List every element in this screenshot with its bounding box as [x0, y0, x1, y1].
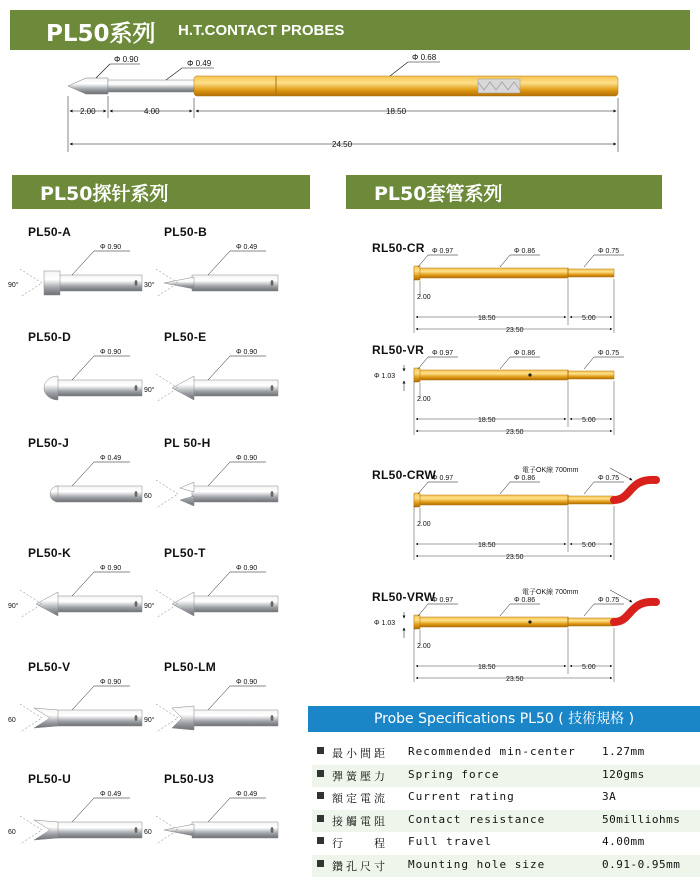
len-2: 18.50 [478, 315, 496, 322]
diameter-3: Φ 0.75 [598, 475, 620, 482]
probe-shaft [192, 380, 278, 396]
receptacle-tail [568, 269, 614, 277]
probe-drawing [142, 344, 282, 416]
probe-shaft [56, 822, 142, 838]
spec-title-bar [308, 706, 700, 732]
bullet-icon [317, 815, 324, 822]
probe-drawing [142, 674, 282, 746]
probe-label: PL50-J [28, 436, 70, 450]
probe-angle: 60 [8, 829, 16, 836]
probe-angle: 90° [144, 603, 155, 610]
header-subtitle: H.T.CONTACT PROBES [178, 22, 345, 39]
spec-cn: 鑽孔尺寸 [332, 859, 388, 873]
side-dia: Φ 1.03 [374, 373, 396, 380]
probe-angle: 60 [144, 829, 152, 836]
probe-shaft [56, 380, 142, 396]
main-len-total: 24.50 [332, 140, 353, 149]
probe-drawing [6, 344, 146, 416]
receptacle-tail [568, 496, 614, 504]
probe-tip [44, 376, 58, 400]
probe-drawing [6, 674, 146, 746]
probe-label: PL50-B [164, 225, 208, 239]
probe-dia: Φ 0.49 [236, 244, 258, 251]
probe-shaft [56, 275, 142, 291]
len-total: 23.50 [506, 429, 524, 436]
len-2: 18.50 [478, 542, 496, 549]
main-probe-needle [108, 80, 196, 92]
diameter-1: Φ 0.97 [432, 350, 454, 357]
spec-cn: 額定電流 [332, 792, 388, 805]
diameter-3: Φ 0.75 [598, 597, 620, 604]
spec-value: 50milliohms [602, 812, 681, 826]
bullet-icon [317, 770, 324, 777]
probe-label: PL50-D [28, 330, 72, 344]
probe-angle: 60 [8, 717, 16, 724]
spec-en: Recommended min-center [408, 745, 576, 758]
probe-dia: Φ 0.90 [100, 679, 122, 686]
spec-row [312, 787, 700, 809]
spec-value: 4.00mm [602, 835, 645, 848]
len-total: 23.50 [506, 554, 524, 561]
probe-dia: Φ 0.49 [100, 455, 122, 462]
probe-drawing [6, 239, 146, 311]
receptacle-tube [414, 268, 568, 278]
len-1: 2.00 [417, 294, 431, 301]
spec-cn: 接觸電阻 [332, 814, 388, 828]
receptacle-drawing [370, 466, 670, 564]
receptacle-label: RL50-VR [372, 343, 425, 357]
probe-drawing [6, 786, 146, 858]
spec-row [312, 765, 700, 787]
probe-shaft [192, 486, 278, 502]
side-dia: Φ 1.03 [374, 620, 396, 627]
probe-tip [34, 708, 58, 728]
probe-label: PL50-E [164, 330, 207, 344]
probe-angle: 60 [144, 493, 152, 500]
probe-label: PL50-T [164, 546, 206, 560]
diameter-2: Φ 0.86 [514, 597, 536, 604]
receptacle-tube [414, 617, 568, 627]
probe-tip [36, 592, 58, 616]
len-total: 23.50 [506, 327, 524, 334]
diameter-2: Φ 0.86 [514, 248, 536, 255]
probe-drawing [6, 450, 146, 522]
bullet-icon [317, 860, 324, 867]
probe-dia: Φ 0.90 [236, 679, 258, 686]
receptacle-label: RL50-VRW [372, 590, 436, 604]
len-3: 5.00 [582, 315, 596, 322]
diameter-2: Φ 0.86 [514, 475, 536, 482]
main-len-tip: 2.00 [80, 107, 96, 116]
probe-drawing [142, 786, 282, 858]
bullet-icon [317, 747, 324, 754]
probe-drawing [6, 560, 146, 632]
receptacle-drawing [370, 588, 670, 686]
probe-shaft [56, 486, 142, 502]
header-model: PL50系列 [46, 21, 156, 47]
receptacle-drawing [370, 239, 670, 337]
spec-row [312, 832, 700, 854]
wire-label: 電子OK線 700mm [522, 589, 579, 596]
spec-en: Spring force [408, 767, 500, 781]
len-1: 2.00 [417, 643, 431, 650]
probe-label: PL50-LM [164, 660, 217, 674]
diameter-1: Φ 0.97 [432, 475, 454, 482]
probe-shaft [56, 710, 142, 726]
spec-cn: 行 程 [332, 837, 388, 850]
receptacle-tail [568, 371, 614, 379]
spec-value: 3A [602, 790, 617, 803]
bullet-icon [317, 792, 324, 799]
spec-row [312, 810, 700, 832]
probe-dia: Φ 0.49 [100, 791, 122, 798]
probe-angle: 30° [144, 282, 155, 289]
probe-dia: Φ 0.90 [236, 565, 258, 572]
spec-value: 1.27mm [602, 745, 645, 758]
diameter-3: Φ 0.75 [598, 248, 620, 255]
probe-drawing [142, 450, 282, 522]
diameter-1: Φ 0.97 [432, 597, 454, 604]
probe-tip [44, 271, 60, 295]
probe-label: PL50-A [28, 225, 72, 239]
probe-dia: Φ 0.90 [236, 455, 258, 462]
probe-label: PL 50-H [164, 436, 211, 450]
probe-dia: Φ 0.90 [236, 349, 258, 356]
header-banner [10, 10, 690, 50]
len-3: 5.00 [582, 664, 596, 671]
wire [614, 480, 656, 500]
main-probe-drawing [0, 52, 700, 162]
len-1: 2.00 [417, 396, 431, 403]
main-probe-tip [68, 78, 108, 94]
probe-shaft [192, 710, 278, 726]
probe-tip [50, 486, 58, 502]
probe-angle: 90° [8, 603, 19, 610]
probe-angle: 90° [144, 717, 155, 724]
probe-dia: Φ 0.90 [100, 349, 122, 356]
receptacle-label: RL50-CR [372, 241, 425, 255]
diameter-2: Φ 0.86 [514, 350, 536, 357]
len-total: 23.50 [506, 676, 524, 683]
probe-shaft [192, 596, 278, 612]
len-2: 18.50 [478, 417, 496, 424]
probe-angle: 90° [144, 387, 155, 394]
probe-dia: Φ 0.90 [100, 244, 122, 251]
receptacle-tube [414, 370, 568, 380]
spec-row [312, 742, 700, 764]
probe-tip [172, 376, 194, 400]
probe-label: PL50-V [28, 660, 71, 674]
section-left-banner [12, 175, 310, 209]
spec-row [312, 855, 700, 877]
probe-drawing [142, 560, 282, 632]
probe-label: PL50-U [28, 772, 72, 786]
wire [614, 602, 656, 622]
main-len-barrel: 18.50 [386, 107, 407, 116]
probe-label: PL50-K [28, 546, 72, 560]
probe-dia: Φ 0.90 [100, 565, 122, 572]
probe-shaft [56, 596, 142, 612]
main-len-needle: 4.00 [144, 107, 160, 116]
probe-shaft [192, 275, 278, 291]
probe-dia: Φ 0.49 [236, 791, 258, 798]
probe-tip [172, 706, 194, 730]
probe-tip [164, 824, 194, 836]
receptacle-collar [414, 615, 420, 629]
wire-label: 電子OK線 700mm [522, 467, 579, 474]
main-needle-dia: Φ 0.49 [187, 59, 212, 68]
main-barrel-dia: Φ 0.68 [412, 53, 437, 62]
spec-en: Contact resistance [408, 812, 546, 826]
diameter-3: Φ 0.75 [598, 350, 620, 357]
spec-title: Probe Specifications PL50 ( 技術規格 ) [373, 711, 635, 727]
receptacle-drawing [370, 341, 670, 439]
len-3: 5.00 [582, 542, 596, 549]
receptacle-collar [414, 368, 420, 382]
receptacle-collar [414, 266, 420, 280]
spec-en: Full travel [408, 835, 492, 848]
receptacle-tail [568, 618, 614, 626]
bullet-icon [317, 837, 324, 844]
probe-angle: 90° [8, 282, 19, 289]
probe-tip [164, 277, 194, 289]
main-probe-barrel [194, 76, 618, 96]
spec-value: 120gms [602, 767, 645, 781]
receptacle-collar [414, 493, 420, 507]
spec-en: Mounting hole size [408, 857, 546, 871]
probe-drawing [142, 239, 282, 311]
probe-shaft [192, 822, 278, 838]
section-right-title: PL50套管系列 [374, 183, 503, 205]
len-1: 2.00 [417, 521, 431, 528]
section-right-banner [346, 175, 662, 209]
probe-label: PL50-U3 [164, 772, 215, 786]
spec-cn: 彈簧壓力 [332, 769, 388, 783]
section-left-title: PL50探针系列 [40, 183, 169, 205]
probe-tip [34, 820, 58, 840]
spec-cn: 最小間距 [332, 747, 388, 760]
len-2: 18.50 [478, 664, 496, 671]
spec-en: Current rating [408, 790, 515, 803]
main-tip-dia: Φ 0.90 [114, 55, 139, 64]
diameter-1: Φ 0.97 [432, 248, 454, 255]
len-3: 5.00 [582, 417, 596, 424]
spec-value: 0.91-0.95mm [602, 857, 681, 871]
receptacle-tube [414, 495, 568, 505]
receptacle-label: RL50-CRW [372, 468, 437, 482]
probe-tip [172, 592, 194, 616]
